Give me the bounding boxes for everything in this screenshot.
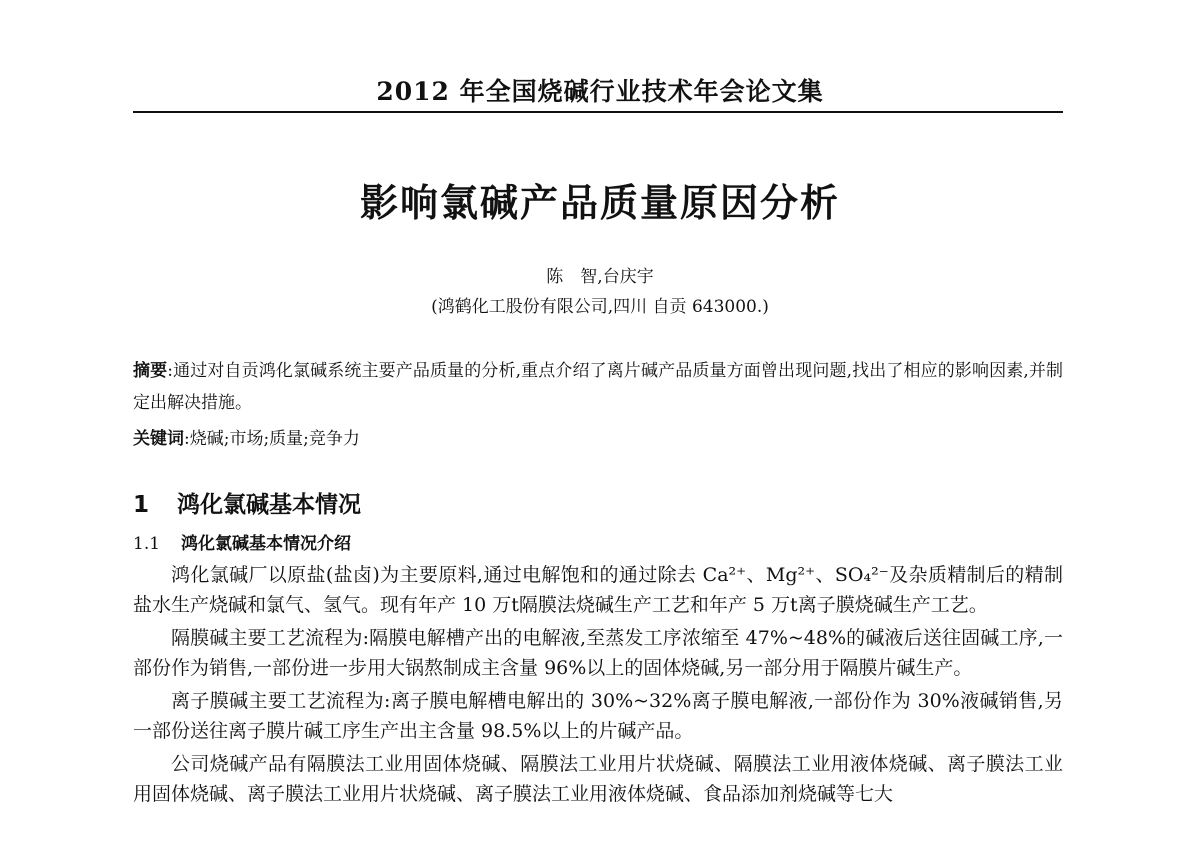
header-rule <box>133 111 1063 113</box>
paragraph: 鸿化氯碱厂以原盐(盐卤)为主要原料,通过电解饱和的通过除去 Ca²⁺、Mg²⁺、SO₄²⁻及杂质精制后的精制盐水生产烧碱和氯气、氢气。现有年产 10 万t隔膜法烧碱生产工艺和年产 5 万t离子膜烧碱生产工艺。 <box>133 564 1063 616</box>
paragraph: 离子膜碱主要工艺流程为:离子膜电解槽电解出的 30%~32%离子膜电解液,一部份作为 30%液碱销售,另一部份送往离子膜片碱工序生产出主含量 98.5%以上的片碱产品。 <box>133 690 1063 742</box>
section-heading <box>133 486 361 519</box>
affiliation: (鸿鹤化工股份有限公司,四川 自贡 643000.) <box>431 297 769 317</box>
authors: 陈 智,台庆宇 <box>546 267 654 287</box>
subsection-number: 1.1 <box>133 534 161 554</box>
journal-header: 2012 年全国烧碱行业技术年会论文集 <box>376 77 824 106</box>
abstract-label: 摘要 <box>133 361 168 381</box>
subsection-heading <box>133 529 351 554</box>
keywords <box>133 423 1063 455</box>
keywords-text: :烧碱;市场;质量;竞争力 <box>184 429 360 449</box>
paragraph: 隔膜碱主要工艺流程为:隔膜电解槽产出的电解液,至蒸发工序浓缩至 47%~48%的碱液后送往固碱工序,一部份作为销售,一部份进一步用大锅熬制成主含量 96%以上的固体烧碱,另一部分用于隔膜片碱生产。 <box>133 627 1063 679</box>
section-title: 鸿化氯碱基本情况 <box>177 492 361 518</box>
keywords-label: 关键词 <box>133 429 184 449</box>
abstract <box>133 355 1063 419</box>
paper-title: 影响氯碱产品质量原因分析 <box>359 181 840 225</box>
body-text <box>133 560 1063 812</box>
subsection-title: 鸿化氯碱基本情况介绍 <box>181 534 351 554</box>
paragraph: 公司烧碱产品有隔膜法工业用固体烧碱、隔膜法工业用片状烧碱、隔膜法工业用液体烧碱、离子膜法工业用固体烧碱、离子膜法工业用片状烧碱、离子膜法工业用液体烧碱、食品添加剂烧碱等七大 <box>133 753 1063 805</box>
abstract-text: :通过对自贡鸿化氯碱系统主要产品质量的分析,重点介绍了离片碱产品质量方面曾出现问题,找出了相应的影响因素,并制定出解决措施。 <box>133 361 1064 413</box>
section-number: 1 <box>133 492 150 518</box>
